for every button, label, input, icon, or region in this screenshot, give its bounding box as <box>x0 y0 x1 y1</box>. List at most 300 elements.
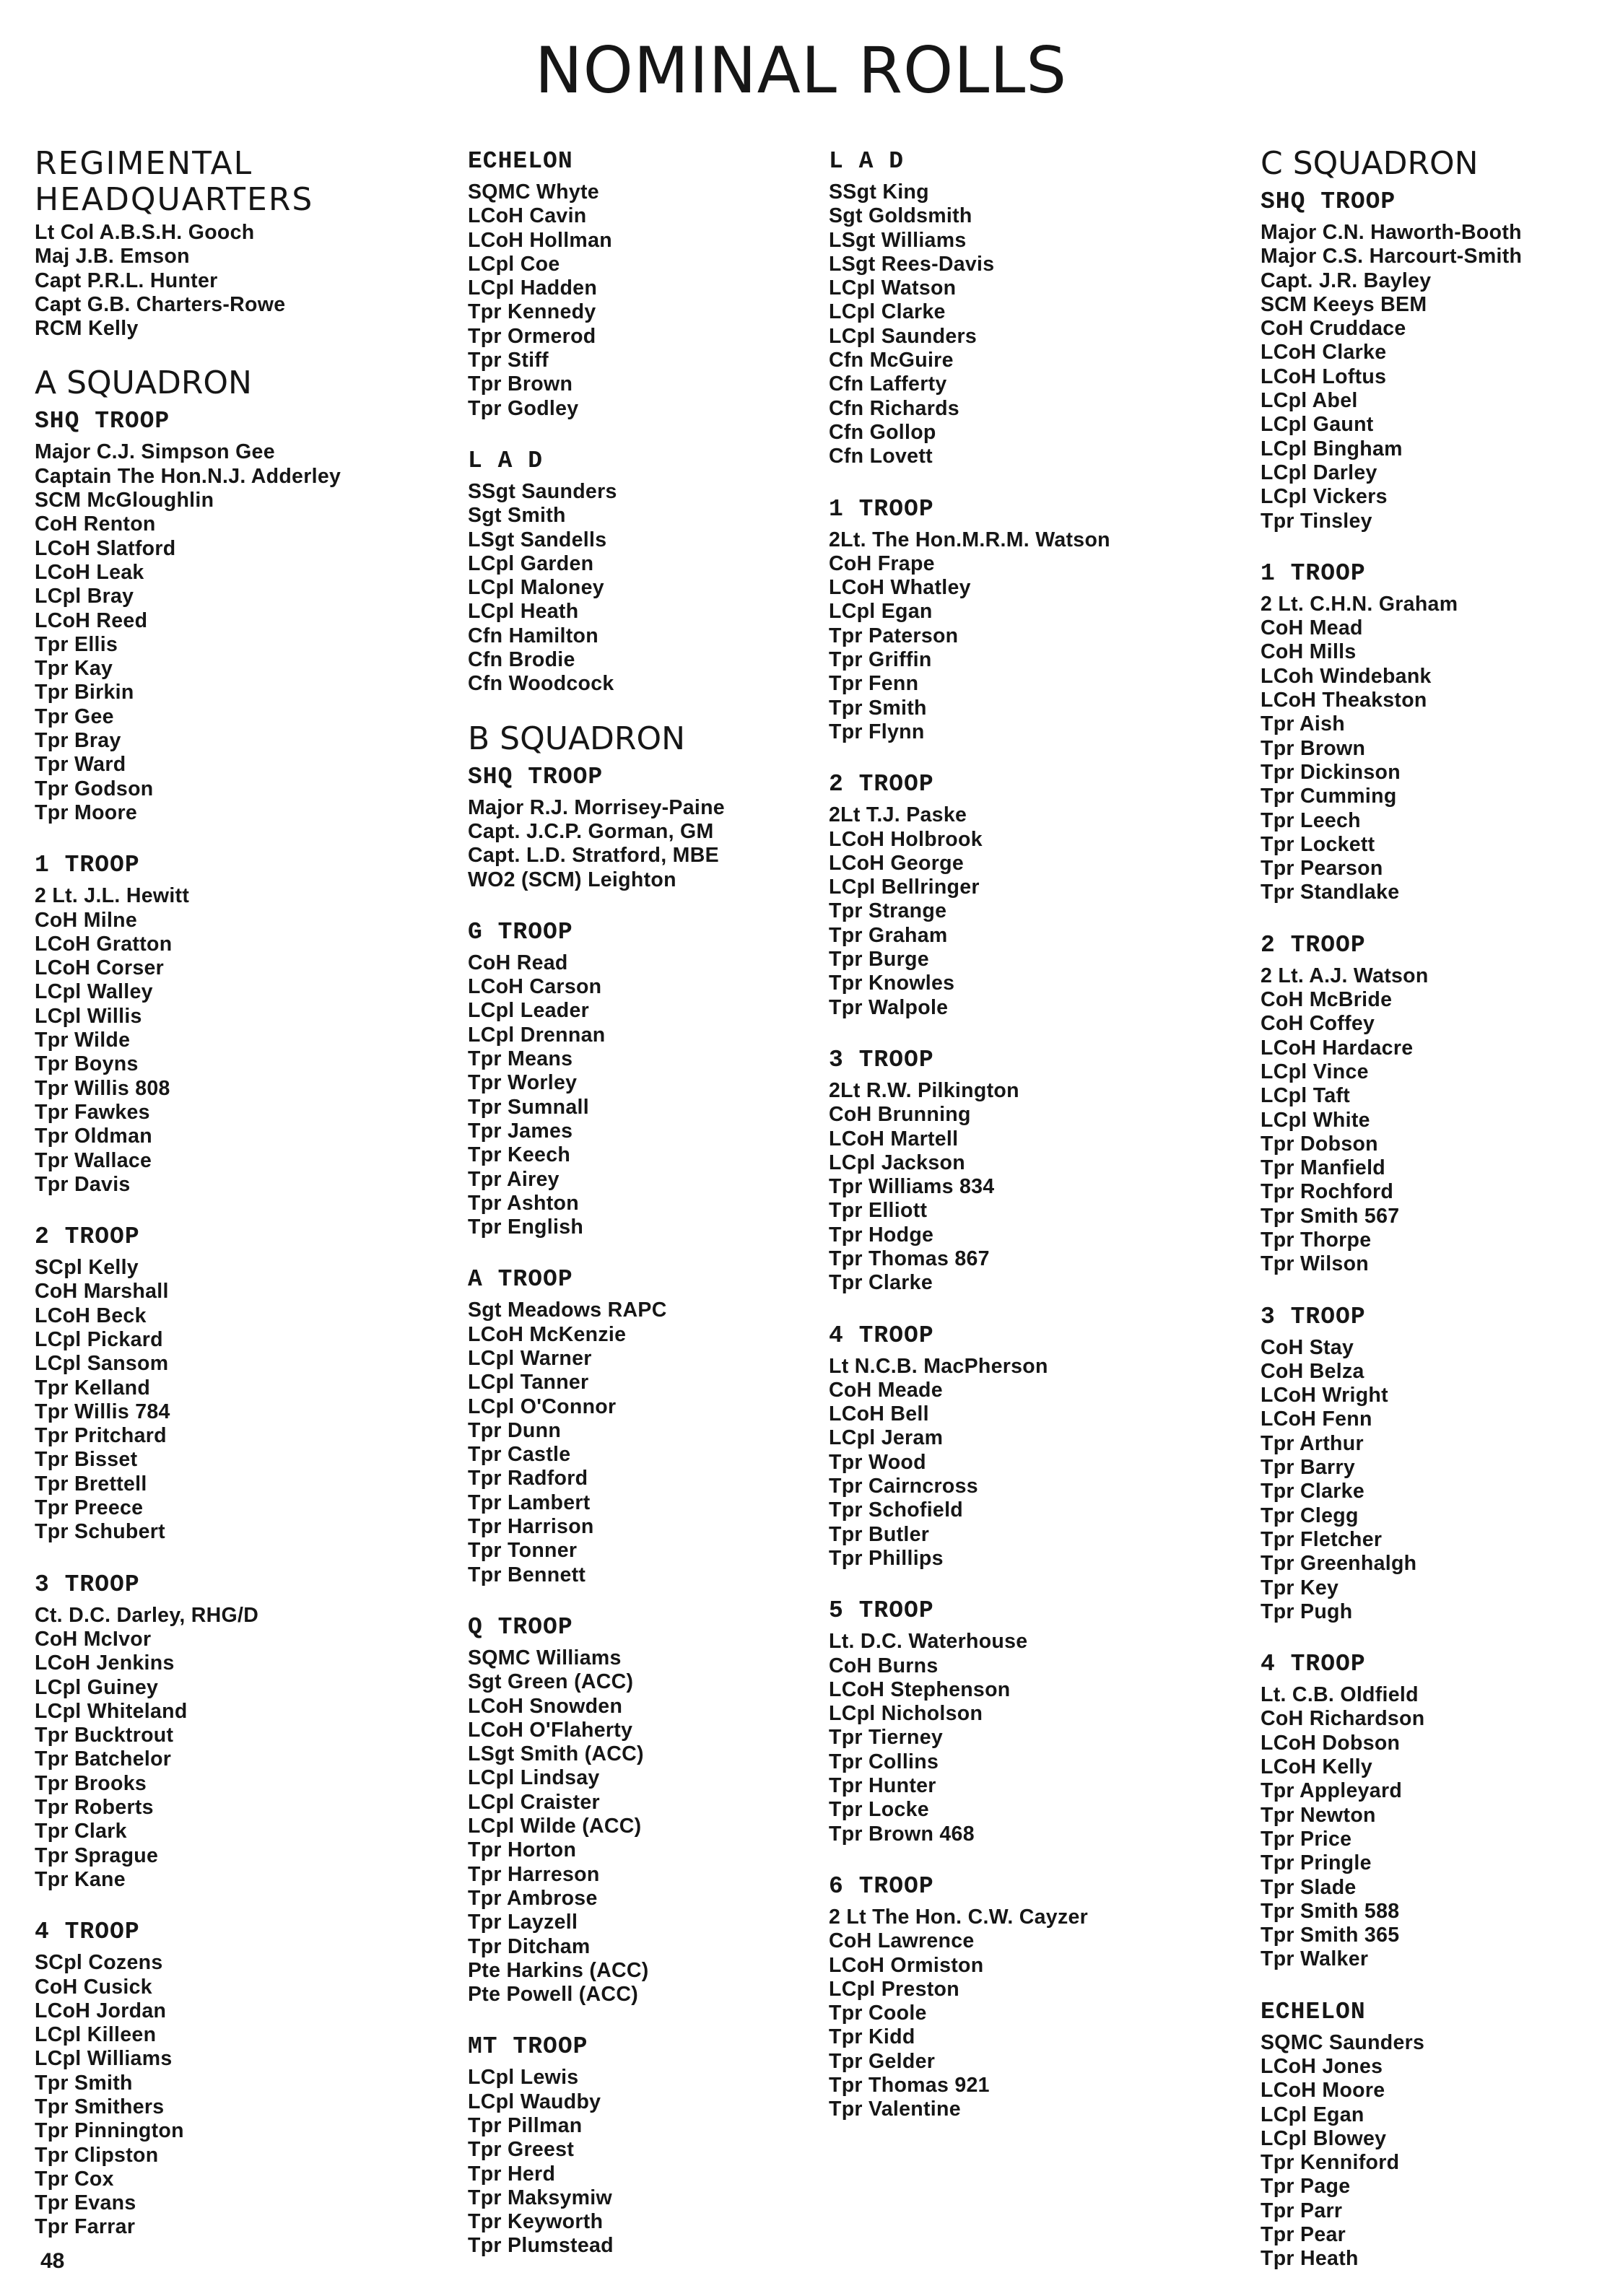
column-1 <box>35 146 425 2264</box>
roll-entry: CoH Meade <box>829 1378 943 1402</box>
roll-entry: Cfn McGuire <box>829 349 954 372</box>
roll-entry: LSgt Smith (ACC) <box>468 1742 644 1766</box>
roll-entry: LCpl Drennan <box>468 1023 606 1047</box>
roll-section <box>35 1916 425 2240</box>
roll-entry: LCoH George <box>829 851 964 875</box>
roll-entry: 2 Lt The Hon. C.W. Cayzer <box>829 1905 1089 1929</box>
roll-entry: LCpl Clarke <box>829 300 946 324</box>
roll-entry: Tpr Moore <box>35 800 138 824</box>
roll-entry: Tpr Heath <box>1261 2247 1359 2271</box>
roll-entry: LCpl Guiney <box>35 1675 159 1699</box>
roll-section <box>1261 1301 1593 1625</box>
roll-entry: Maj J.B. Emson <box>35 245 190 269</box>
roll-entry: Lt N.C.B. MacPherson <box>829 1354 1048 1378</box>
roll-entry: LCoH Wright <box>1261 1384 1388 1407</box>
name-list <box>35 221 425 341</box>
roll-entry: Tpr Fawkes <box>35 1100 150 1124</box>
roll-section <box>468 445 858 697</box>
roll-entry: Tpr Smithers <box>35 2095 165 2118</box>
roll-entry: CoH Stay <box>1261 1335 1354 1359</box>
roll-entry: Tpr Price <box>1261 1827 1352 1851</box>
name-list <box>829 180 1219 469</box>
name-list <box>829 1355 1219 1571</box>
roll-entry: LCpl Abel <box>1261 389 1358 413</box>
roll-entry: LCpl Craister <box>468 1790 600 1814</box>
roll-entry: Tpr Ward <box>35 753 126 777</box>
roll-entry: Tpr Stiff <box>468 349 549 372</box>
roll-entry: Ct. D.C. Darley, RHG/D <box>35 1603 259 1627</box>
roll-entry: Tpr Ellis <box>35 632 118 656</box>
roll-entry: LCoH Jones <box>1261 2055 1383 2078</box>
roll-entry: LCpl Egan <box>1261 2103 1364 2126</box>
roll-entry: Tpr Griffin <box>829 648 932 672</box>
troop-heading: 3 TROOP <box>1261 1303 1366 1330</box>
roll-entry: LCoh Windebank <box>1261 664 1432 688</box>
roll-entry: Tpr Means <box>468 1047 573 1071</box>
roll-section <box>468 761 858 892</box>
roll-entry: LCoH Loftus <box>1261 365 1387 388</box>
roll-entry: Tpr Preece <box>35 1496 144 1520</box>
roll-entry: Tpr James <box>468 1119 573 1143</box>
roll-entry: LCpl Walley <box>35 980 153 1004</box>
roll-entry: Tpr Kenniford <box>1261 2151 1400 2175</box>
roll-entry: Tpr Thomas 921 <box>829 2074 990 2097</box>
roll-entry: LCpl Jackson <box>829 1151 965 1174</box>
roll-entry: Tpr Leech <box>1261 808 1361 832</box>
troop-heading: 3 TROOP <box>35 1571 140 1598</box>
troop-heading: 1 TROOP <box>829 495 934 523</box>
roll-section <box>1261 1649 1593 1972</box>
roll-entry: Tpr Flynn <box>829 720 925 743</box>
squadron-heading: B SQUADRON <box>468 720 686 757</box>
roll-entry: Tpr Brettell <box>35 1472 147 1496</box>
roll-section <box>829 1871 1219 2122</box>
roll-entry: LCoH Reed <box>35 608 148 632</box>
roll-entry: Tpr Clipston <box>35 2143 159 2167</box>
troop-heading: 4 TROOP <box>829 1322 934 1349</box>
roll-entry: Tpr Ormerod <box>468 324 596 348</box>
roll-entry: Tpr Brown <box>468 372 573 396</box>
roll-entry: Capt. J.C.P. Gorman, GM <box>468 819 714 843</box>
roll-entry: Tpr Dickinson <box>1261 760 1401 784</box>
roll-section <box>1261 930 1593 1277</box>
roll-entry: Lt. D.C. Waterhouse <box>829 1630 1028 1654</box>
roll-entry: Tpr Dunn <box>468 1418 562 1442</box>
roll-entry: Cfn Lovett <box>829 445 933 468</box>
roll-entry: Tpr Parr <box>1261 2199 1343 2222</box>
roll-entry: Tpr Greest <box>468 2138 575 2162</box>
roll-section <box>35 850 425 1197</box>
roll-entry: CoH Belza <box>1261 1359 1364 1383</box>
roll-entry: Tpr Tonner <box>468 1539 578 1563</box>
roll-entry: Tpr Barry <box>1261 1456 1355 1480</box>
roll-entry: SSgt King <box>829 180 929 204</box>
roll-entry: Tpr Fenn <box>829 672 919 696</box>
troop-heading: G TROOP <box>468 918 573 946</box>
roll-entry: LCpl Tanner <box>468 1371 589 1394</box>
roll-entry: Cfn Hamilton <box>468 624 598 647</box>
roll-entry: Tpr Bray <box>35 729 121 753</box>
roll-entry: LCoH Jordan <box>35 1999 167 2022</box>
name-list <box>1261 221 1593 533</box>
name-list <box>1261 1683 1593 1972</box>
troop-heading: MT TROOP <box>468 2033 588 2061</box>
roll-entry: Tpr Thorpe <box>1261 1228 1372 1252</box>
roll-entry: LCpl Jeram <box>829 1426 944 1450</box>
roll-entry: Tpr Clegg <box>1261 1503 1359 1527</box>
roll-entry: Tpr Kelland <box>35 1376 151 1400</box>
roll-entry: Tpr Wilson <box>1261 1252 1369 1276</box>
roll-section <box>35 1221 425 1545</box>
roll-entry: Tpr Pillman <box>468 2114 583 2137</box>
roll-entry: LCpl Sansom <box>35 1352 169 1376</box>
roll-entry: Cfn Brodie <box>468 648 575 672</box>
name-list <box>829 1906 1219 2122</box>
roll-entry: Tpr Layzell <box>468 1911 578 1934</box>
name-list <box>468 1646 858 2007</box>
roll-entry: Tpr Maksymiw <box>468 2186 612 2209</box>
roll-entry: CoH Mead <box>1261 616 1363 640</box>
roll-entry: Cfn Lafferty <box>829 372 947 396</box>
roll-entry: CoH Burns <box>829 1654 939 1677</box>
roll-entry: LCpl Vickers <box>1261 485 1388 509</box>
roll-entry: Tpr Cumming <box>1261 785 1397 808</box>
roll-entry: SCpl Cozens <box>35 1951 163 1975</box>
roll-entry: LCpl Killeen <box>35 2023 157 2047</box>
roll-entry: SCM McGloughlin <box>35 489 214 512</box>
roll-entry: Cfn Richards <box>829 396 959 420</box>
roll-entry: Tpr Tinsley <box>1261 509 1372 533</box>
troop-heading: Q TROOP <box>468 1613 573 1641</box>
roll-entry: Tpr Brown <box>1261 736 1366 760</box>
roll-entry: LCpl Gaunt <box>1261 413 1374 437</box>
roll-entry: Tpr Godley <box>468 396 579 420</box>
roll-section <box>35 365 425 401</box>
roll-entry: Tpr Gelder <box>829 2049 936 2073</box>
roll-entry: Tpr Davis <box>35 1172 131 1196</box>
name-list <box>829 803 1219 1020</box>
roll-entry: LCpl Preston <box>829 1977 959 2001</box>
roll-entry: Tpr Newton <box>1261 1803 1376 1827</box>
roll-entry: LCoH Carson <box>468 975 602 999</box>
roll-entry: Tpr Wallace <box>35 1148 152 1172</box>
roll-entry: Tpr Godson <box>35 777 154 800</box>
roll-entry: Sgt Meadows RAPC <box>468 1298 667 1322</box>
roll-entry: LSgt Sandells <box>468 528 607 551</box>
roll-entry: Tpr Boyns <box>35 1052 139 1076</box>
roll-entry: LCoH Kelly <box>1261 1755 1373 1779</box>
roll-entry: CoH Frape <box>829 551 935 575</box>
roll-entry: LCoH Holbrook <box>829 827 983 851</box>
roll-entry: Tpr Cairncross <box>829 1475 978 1498</box>
name-list <box>35 1604 425 1893</box>
roll-entry: LCpl Warner <box>468 1346 592 1370</box>
roll-entry: Tpr Farrar <box>35 2215 136 2239</box>
roll-entry: Tpr Sumnall <box>468 1095 589 1119</box>
roll-entry: Major C.N. Haworth-Booth <box>1261 221 1522 244</box>
roll-entry: LCpl Watson <box>829 276 957 300</box>
roll-entry: LCpl Egan <box>829 600 933 624</box>
roll-entry: CoH Richardson <box>1261 1707 1425 1731</box>
roll-entry: LCoH Hardacre <box>1261 1036 1414 1060</box>
roll-entry: Tpr Arthur <box>1261 1431 1364 1455</box>
roll-entry: LCoH Theakston <box>1261 689 1427 712</box>
roll-entry: LCpl Bray <box>35 585 134 608</box>
roll-entry: LCoH Jenkins <box>35 1651 175 1675</box>
roll-entry: Sgt Goldsmith <box>829 204 972 228</box>
name-list <box>468 480 858 697</box>
troop-heading: L A D <box>829 148 905 175</box>
roll-entry: Pte Powell (ACC) <box>468 1983 638 2007</box>
roll-entry: LCoH Beck <box>35 1304 147 1327</box>
roll-entry: Tpr Page <box>1261 2175 1351 2199</box>
squadron-heading: C SQUADRON <box>1261 145 1479 182</box>
roll-section <box>829 146 1219 469</box>
roll-entry: 2Lt R.W. Pilkington <box>829 1078 1019 1102</box>
roll-entry: Tpr Key <box>1261 1576 1339 1599</box>
name-list <box>829 528 1219 745</box>
roll-entry: Tpr Bennett <box>468 1563 586 1586</box>
roll-section <box>829 1320 1219 1571</box>
roll-entry: RCM Kelly <box>35 317 139 341</box>
roll-entry: LCoH Martell <box>829 1127 959 1151</box>
roll-entry: 2Lt T.J. Paske <box>829 803 967 827</box>
roll-entry: SQMC Saunders <box>1261 2030 1425 2054</box>
roll-entry: Tpr Batchelor <box>35 1747 172 1771</box>
roll-entry: Tpr Sprague <box>35 1843 159 1867</box>
roll-entry: Tpr Standlake <box>1261 881 1400 904</box>
roll-entry: CoH Renton <box>35 512 156 536</box>
roll-entry: LCpl Darley <box>1261 460 1377 484</box>
troop-heading: 5 TROOP <box>829 1597 934 1625</box>
roll-entry: LCpl Coe <box>468 252 560 276</box>
roll-entry: SCpl Kelly <box>35 1256 139 1280</box>
roll-entry: Tpr Manfield <box>1261 1156 1386 1180</box>
roll-entry: Capt. L.D. Stratford, MBE <box>468 844 719 868</box>
roll-entry: LCpl Wilde (ACC) <box>468 1815 642 1838</box>
roll-section <box>1261 558 1593 905</box>
roll-entry: Tpr Lambert <box>468 1490 591 1514</box>
roll-entry: Capt. J.R. Bayley <box>1261 269 1432 292</box>
roll-section <box>1261 1996 1593 2271</box>
roll-entry: LCoH Clarke <box>1261 341 1387 365</box>
roll-entry: Tpr Coole <box>829 2002 927 2025</box>
roll-entry: Tpr Wood <box>829 1450 926 1474</box>
roll-entry: CoH Brunning <box>829 1103 971 1127</box>
roll-entry: 2 Lt. C.H.N. Graham <box>1261 592 1458 616</box>
roll-entry: LCpl White <box>1261 1108 1370 1132</box>
roll-entry: LCpl Willis <box>35 1004 142 1028</box>
roll-section <box>1261 186 1593 533</box>
troop-heading: 1 TROOP <box>35 852 140 879</box>
roll-entry: LCoH McKenzie <box>468 1322 627 1346</box>
roll-entry: Tpr Lockett <box>1261 832 1375 856</box>
roll-entry: LCoH Dobson <box>1261 1731 1401 1755</box>
roll-entry: Tpr Herd <box>468 2162 556 2186</box>
roll-entry: Capt G.B. Charters-Rowe <box>35 292 286 316</box>
roll-entry: SCM Keeys BEM <box>1261 292 1427 316</box>
roll-entry: Tpr Willis 784 <box>35 1400 170 1423</box>
roll-entry: LCpl Lewis <box>468 2066 579 2090</box>
roll-entry: Tpr Smith <box>829 696 927 720</box>
name-list <box>468 1298 858 1587</box>
roll-entry: LCpl Hadden <box>468 276 598 300</box>
roll-entry: Major C.J. Simpson Gee <box>35 440 275 464</box>
troop-heading: ECHELON <box>468 148 573 175</box>
roll-entry: LCpl Saunders <box>829 324 978 348</box>
roll-entry: Tpr Hunter <box>829 1774 936 1798</box>
roll-entry: LCpl Garden <box>468 551 594 575</box>
roll-entry: LCoH Whatley <box>829 576 971 600</box>
roll-entry: Tpr Airey <box>468 1167 560 1191</box>
roll-entry: Tpr Schofield <box>829 1498 963 1522</box>
troop-heading: SHQ TROOP <box>468 763 604 790</box>
roll-entry: SSgt Saunders <box>468 479 617 503</box>
roll-entry: Tpr Pinnington <box>35 2119 184 2143</box>
roll-entry: Tpr Harreson <box>468 1862 600 1886</box>
page-number: 48 <box>40 2249 65 2273</box>
name-list <box>35 884 425 1197</box>
name-list <box>1261 2031 1593 2271</box>
roll-entry: Tpr Butler <box>829 1522 930 1546</box>
roll-entry: Tpr Oldman <box>35 1125 152 1148</box>
roll-entry: Tpr Plumstead <box>468 2234 614 2258</box>
roll-entry: Major C.S. Harcourt-Smith <box>1261 245 1523 269</box>
roll-entry: SQMC Williams <box>468 1646 622 1669</box>
roll-entry: LCoH Gratton <box>35 932 173 956</box>
name-list <box>35 1256 425 1545</box>
name-list <box>35 440 425 825</box>
roll-entry: LCoH Bell <box>829 1402 929 1426</box>
roll-entry: LCoH Stephenson <box>829 1677 1011 1701</box>
roll-entry: Cfn Gollop <box>829 420 936 444</box>
page-title: NOMINAL ROLLS <box>534 33 1068 108</box>
roll-entry: LCpl Nicholson <box>829 1702 983 1726</box>
roll-entry: LCpl Whiteland <box>35 1699 188 1723</box>
roll-section <box>468 146 858 421</box>
roll-entry: CoH Cusick <box>35 1975 152 1999</box>
roll-entry: LCpl Waudby <box>468 2090 601 2113</box>
roll-entry: CoH McBride <box>1261 988 1393 1012</box>
roll-entry: LCpl Heath <box>468 600 579 624</box>
roll-entry: Tpr Gee <box>35 704 114 728</box>
roll-entry: Tpr Smith 365 <box>1261 1924 1400 1947</box>
roll-entry: SQMC Whyte <box>468 180 599 204</box>
roll-section <box>829 769 1219 1020</box>
troop-heading: A TROOP <box>468 1266 573 1293</box>
troop-heading: 2 TROOP <box>829 771 934 798</box>
roll-entry: Tpr Greenhalgh <box>1261 1552 1417 1576</box>
roll-entry: LCpl Bellringer <box>829 876 980 899</box>
roll-entry: LSgt Rees-Davis <box>829 252 995 276</box>
roll-section <box>468 917 858 1240</box>
roll-entry: Tpr Graham <box>829 923 948 947</box>
roll-entry: Tpr Brown 468 <box>829 1822 975 1846</box>
roll-entry: Tpr Appleyard <box>1261 1779 1403 1803</box>
roll-entry: Tpr Williams 834 <box>829 1175 995 1199</box>
roll-entry: Tpr Walker <box>1261 1947 1369 1971</box>
roll-entry: Tpr Brooks <box>35 1771 147 1795</box>
roll-entry: Captain The Hon.N.J. Adderley <box>35 464 341 488</box>
name-list <box>468 951 858 1240</box>
troop-heading: SHQ TROOP <box>1261 188 1396 215</box>
roll-entry: LCpl Vince <box>1261 1060 1369 1083</box>
roll-entry: Tpr Pugh <box>1261 1599 1353 1623</box>
roll-entry: Tpr Strange <box>829 899 947 923</box>
roll-entry: Tpr Hodge <box>829 1223 934 1247</box>
name-list <box>468 796 858 892</box>
roll-entry: Tpr Clarke <box>1261 1480 1364 1503</box>
roll-entry: Tpr Slade <box>1261 1875 1357 1899</box>
roll-section <box>829 1044 1219 1296</box>
troop-heading: ECHELON <box>1261 1998 1366 2025</box>
roll-entry: Tpr Dobson <box>1261 1132 1378 1156</box>
column-4 <box>1261 146 1593 2296</box>
troop-heading: 2 TROOP <box>1261 931 1366 959</box>
troop-heading: 3 TROOP <box>829 1046 934 1073</box>
squadron-heading: A SQUADRON <box>35 365 252 402</box>
roll-entry: Sgt Smith <box>468 504 566 528</box>
troop-heading: L A D <box>468 447 544 474</box>
roll-entry: CoH Milne <box>35 908 138 932</box>
roll-entry: LCpl O'Connor <box>468 1394 617 1418</box>
roll-entry: Tpr Castle <box>468 1443 571 1467</box>
roll-entry: Tpr Paterson <box>829 624 959 647</box>
roll-entry: Tpr Radford <box>468 1467 588 1490</box>
roll-entry: Tpr Phillips <box>829 1546 944 1570</box>
roll-entry: Cfn Woodcock <box>468 672 614 696</box>
roll-entry: CoH McIvor <box>35 1627 152 1651</box>
roll-section <box>829 494 1219 745</box>
roll-section <box>35 406 425 825</box>
roll-entry: LCoH Slatford <box>35 536 176 560</box>
roll-entry: Lt Col A.B.S.H. Gooch <box>35 221 255 244</box>
roll-entry: CoH Read <box>468 951 568 974</box>
column-2 <box>468 146 858 2283</box>
roll-entry: Tpr English <box>468 1215 584 1239</box>
roll-entry: Tpr Smith <box>35 2071 133 2095</box>
roll-entry: LCoH Fenn <box>1261 1407 1372 1431</box>
roll-entry: LCpl Williams <box>35 2047 173 2071</box>
column-3 <box>829 146 1219 2147</box>
roll-entry: Tpr Elliott <box>829 1199 928 1223</box>
roll-entry: CoH Coffey <box>1261 1012 1375 1036</box>
roll-entry: Tpr Kennedy <box>468 300 596 324</box>
roll-entry: Lt. C.B. Oldfield <box>1261 1683 1419 1707</box>
roll-entry: Tpr Harrison <box>468 1515 594 1539</box>
roll-entry: Tpr Bucktrout <box>35 1724 174 1747</box>
troop-heading: 6 TROOP <box>829 1872 934 1900</box>
troop-heading: 2 TROOP <box>35 1223 140 1251</box>
roll-section <box>35 1569 425 1893</box>
roll-entry: Tpr Kidd <box>829 2025 915 2049</box>
roll-section <box>468 2031 858 2258</box>
roll-entry: Tpr Burge <box>829 948 929 972</box>
name-list <box>829 1630 1219 1846</box>
troop-heading: SHQ TROOP <box>35 408 170 435</box>
roll-entry: Tpr Birkin <box>35 681 134 704</box>
roll-entry: 2Lt. The Hon.M.R.M. Watson <box>829 528 1110 551</box>
roll-entry: Tpr Valentine <box>829 2098 961 2121</box>
roll-entry: 2 Lt. J.L. Hewitt <box>35 884 190 908</box>
roll-entry: LCoH O'Flaherty <box>468 1718 633 1742</box>
roll-section <box>35 146 425 341</box>
roll-entry: Tpr Knowles <box>829 972 955 995</box>
name-list <box>35 1951 425 2240</box>
roll-entry: LCpl Pickard <box>35 1327 163 1351</box>
roll-entry: Pte Harkins (ACC) <box>468 1958 649 1982</box>
roll-entry: Tpr Thomas 867 <box>829 1247 990 1270</box>
